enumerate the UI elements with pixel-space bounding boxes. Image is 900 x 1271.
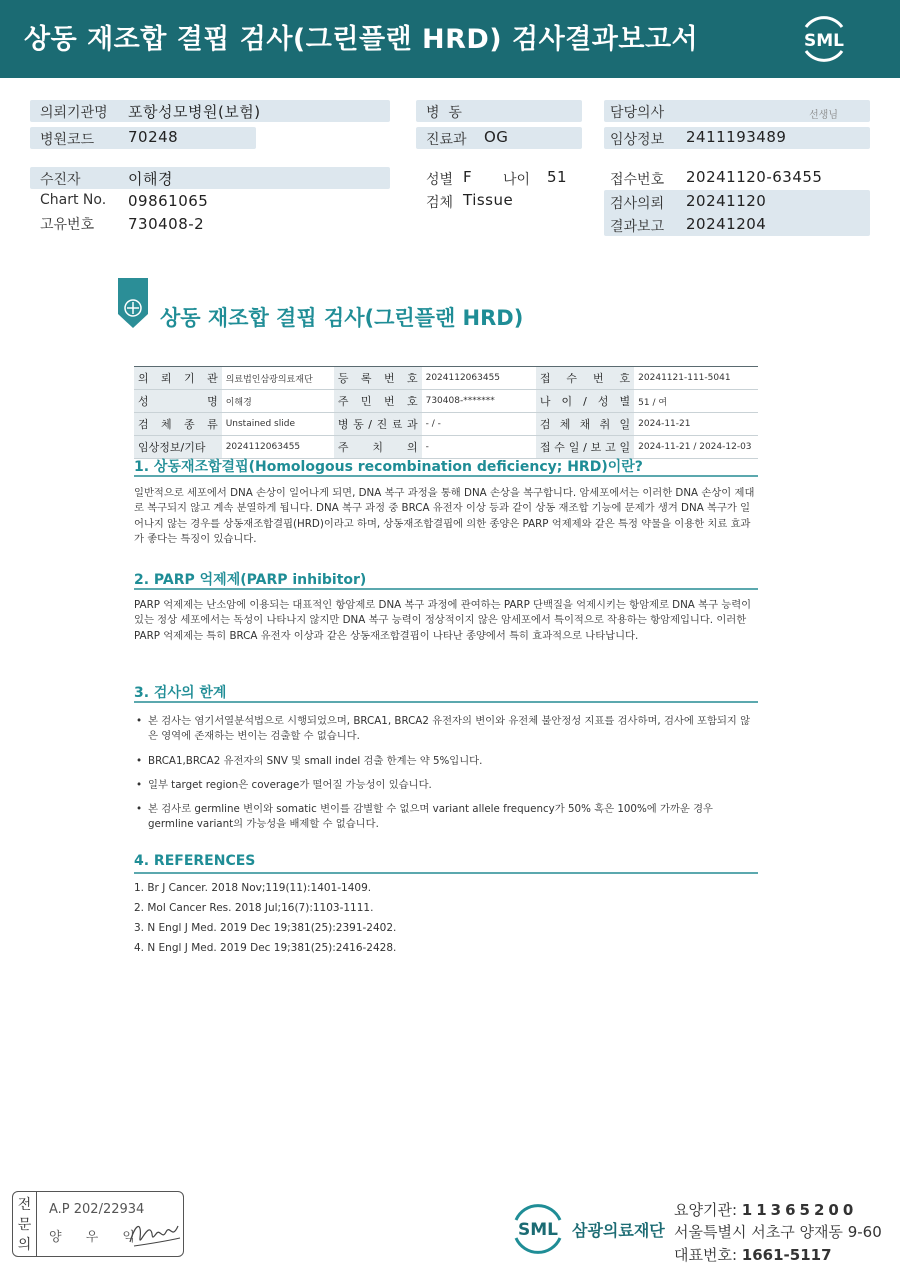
institution-code-label: 요양기관:	[674, 1201, 738, 1219]
info-table-header-cell: 접 수 번 호	[536, 367, 634, 390]
header-bar	[0, 0, 900, 78]
info-table-value-cell: -	[422, 436, 536, 459]
sml-logo-text: SML	[804, 31, 844, 51]
receipt-value: 20241120-63455	[686, 168, 823, 186]
footer-logo-text: SML	[518, 1220, 558, 1240]
info-table-value-cell: 2024112063455	[222, 436, 334, 459]
patient-name: 이해경	[128, 170, 173, 188]
specimen-value: Tissue	[463, 191, 514, 209]
section1-text: 일반적으로 세포에서 DNA 손상이 일어나게 되면, DNA 복구 과정을 통해 DNA 손상을 복구합니다. 암세포에서는 이러한 DNA 손상이 제대로 복구되지 않고 계속 분열하게 됩니다. DNA 복구 과정 중 BRCA 유전자 이상 등과 같이 상동 재조합 기능에 문제가 생겨 DNA 복구가 일어나지 않는 경우를 상동재조합결핍(HRD)이라고 하며, 상동재조합결핍에 의한 종양은 PARP 억제제와 같은 특정 약물을 이용한 치료 효과가 좋다는 특징이 있습니다.	[134, 487, 755, 545]
reference-item: 4. N Engl J Med. 2019 Dec 19;381(25):2416-2428.	[134, 942, 397, 954]
info-table-value-cell: 이해경	[222, 390, 334, 413]
chart-value: 09861065	[128, 192, 209, 210]
report-title: 상동 재조합 결핍 검사(그린플랜 HRD)	[160, 306, 524, 330]
section2-divider	[134, 588, 758, 590]
sml-footer-logo-icon	[508, 1198, 568, 1258]
institution-code	[674, 1199, 857, 1220]
limitation-item	[136, 778, 758, 793]
clinical-label: 임상정보	[610, 132, 665, 148]
clinical-value: 2411193489	[686, 128, 787, 146]
request-value: 20241120	[686, 192, 767, 210]
sml-logo-icon	[796, 13, 852, 65]
limitation-item	[136, 802, 758, 833]
section2-title: 2. PARP 억제제(PARP inhibitor)	[134, 572, 367, 588]
receipt-label: 접수번호	[610, 172, 665, 188]
institution-code-value: 11365200	[741, 1201, 858, 1219]
uid-label: 고유번호	[40, 217, 95, 233]
info-table-value-cell: 730408-*******	[422, 390, 536, 413]
section1-divider	[134, 475, 758, 477]
limitation-text: 본 검사로 germline 변이와 somatic 변이를 감별할 수 없으며 variant allele frequency가 50% 혹은 100%에 가까운 경우 germline variant의 가능성을 배제할 수 없습니다.	[148, 803, 713, 831]
chart-label: Chart No.	[40, 192, 107, 208]
limitation-text: BRCA1,BRCA2 유전자의 SNV 및 small indel 검출 한계는 약 5%입니다.	[148, 755, 483, 767]
reference-item: 1. Br J Cancer. 2018 Nov;119(11):1401-1409.	[134, 882, 372, 894]
info-table-header-cell: 병 동 / 진 료 과	[334, 413, 422, 436]
info-table-row	[134, 390, 758, 413]
org-phone	[674, 1244, 832, 1265]
uid-value: 730408-2	[128, 215, 205, 233]
section1-title: 1. 상동재조합결핍(Homologous recombination deficiency; HRD)이란?	[134, 459, 643, 475]
hospital-value: 포항성모병원(보험)	[128, 103, 261, 121]
info-table-value-cell: 의료법인삼광의료재단	[222, 367, 334, 390]
doctor-suffix: 선생님	[809, 110, 838, 121]
stamp-side-char: 의	[17, 1237, 32, 1253]
info-table-header-cell: 주 치 의	[334, 436, 422, 459]
phone-label: 대표번호:	[674, 1246, 738, 1264]
section3-title: 3. 검사의 한계	[134, 685, 227, 701]
stamp-side-char: 문	[17, 1217, 32, 1233]
stamp-license: A.P 202/22934	[49, 1202, 145, 1217]
stamp-name: 양 우 익	[49, 1230, 145, 1245]
report-header-title: 상동 재조합 결핍 검사(그린플랜 HRD) 검사결과보고서	[24, 24, 699, 55]
info-table-header-cell: 의 뢰 기 관	[134, 367, 222, 390]
section4-divider	[134, 872, 758, 874]
phone-value: 1661-5117	[741, 1246, 832, 1264]
doctor-label: 담당의사	[610, 105, 665, 121]
info-table-value-cell: 51 / 여	[634, 390, 758, 413]
ward-label: 병 동	[426, 105, 462, 121]
dept-label: 진료과	[426, 132, 467, 148]
limitation-item	[136, 714, 758, 745]
dna-badge-icon	[118, 278, 148, 328]
org-address: 서울특별시 서초구 양재동 9-60	[674, 1223, 882, 1241]
bullet-dot: •	[136, 755, 143, 767]
reference-item: 2. Mol Cancer Res. 2018 Jul;16(7):1103-1111.	[134, 902, 374, 914]
info-table-header-cell: 접 수 일 / 보 고 일	[536, 436, 634, 459]
limitation-text: 일부 target region은 coverage가 떨어질 가능성이 있습니다.	[148, 779, 432, 791]
info-table-header-cell: 성 명	[134, 390, 222, 413]
signature-icon	[128, 1216, 183, 1250]
info-table-value-cell: Unstained slide	[222, 413, 334, 436]
patient-label: 수진자	[40, 172, 81, 188]
sex-label: 성별	[426, 172, 454, 188]
section3-divider	[134, 701, 758, 703]
info-table-header-cell: 나 이 / 성 별	[536, 390, 634, 413]
info-table	[134, 366, 758, 459]
patient-row-bg	[30, 167, 390, 189]
age-label: 나이	[503, 172, 531, 188]
limitation-item	[136, 754, 758, 769]
org-name: 삼광의료재단	[572, 1221, 665, 1240]
section2-text: PARP 억제제는 난소암에 이용되는 대표적인 항암제로 DNA 복구 과정에 관여하는 PARP 단백질을 억제시키는 항암제로 DNA 복구 능력이 있는 정상 세포에서는 독성이 나타나지 않지만 DNA 복구 능력이 정상적이지 않은 암세포에서 특이적으로 작용하는 항암제입니다. 이러한 PARP 억제제는 특히 BRCA 유전자 이상과 같은 상동재조합결핍이 나타난 종양에서 특히 효과적으로 나타납니다.	[134, 599, 752, 642]
pathologist-stamp	[12, 1191, 184, 1257]
limitation-text: 본 검사는 염기서열분석법으로 시행되었으며, BRCA1, BRCA2 유전자의 변이와 유전체 불안정성 지표를 검사하며, 검사에 포함되지 않은 영역에 존재하는 변이는 검출할 수 없습니다.	[148, 715, 751, 743]
info-table-value-cell: 2024-11-21 / 2024-12-03	[634, 436, 758, 459]
info-table-value-cell: 2024112063455	[422, 367, 536, 390]
section4-title: 4. REFERENCES	[134, 853, 256, 869]
stamp-side-label	[13, 1192, 37, 1256]
info-table-row	[134, 413, 758, 436]
info-table-value-cell: 20241121-111-5041	[634, 367, 758, 390]
report-date-value: 20241204	[686, 215, 767, 233]
info-table-value-cell: 2024-11-21	[634, 413, 758, 436]
info-table-header-cell: 검 체 종 류	[134, 413, 222, 436]
bullet-dot: •	[136, 803, 143, 815]
info-table-header-cell: 검 체 채 취 일	[536, 413, 634, 436]
dept-value: OG	[484, 128, 509, 146]
reference-item: 3. N Engl J Med. 2019 Dec 19;381(25):2391-2402.	[134, 922, 397, 934]
info-table-value-cell: - / -	[422, 413, 536, 436]
hospital-label: 의뢰기관명	[40, 105, 108, 121]
info-table-header-cell: 주 민 번 호	[334, 390, 422, 413]
bullet-dot: •	[136, 779, 143, 791]
info-table-header-cell: 등 록 번 호	[334, 367, 422, 390]
report-date-label: 결과보고	[610, 219, 665, 235]
bullet-dot: •	[136, 715, 143, 727]
hospital-code-label: 병원코드	[40, 132, 95, 148]
request-label: 검사의뢰	[610, 196, 665, 212]
specimen-label: 검체	[426, 195, 454, 211]
hospital-code-value: 70248	[128, 128, 179, 146]
age-value: 51	[547, 168, 568, 186]
sex-value: F	[463, 168, 473, 186]
info-table-header-cell: 임상정보/기타	[134, 436, 222, 459]
stamp-side-char: 전	[17, 1197, 32, 1213]
info-table-row	[134, 367, 758, 390]
